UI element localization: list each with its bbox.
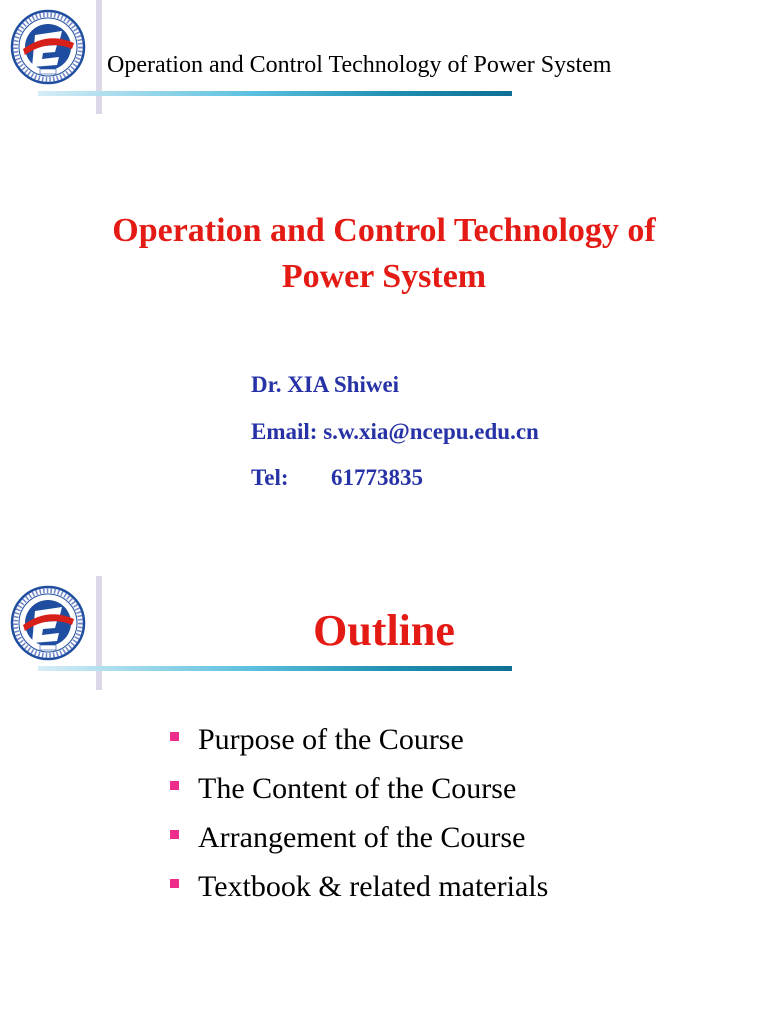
tel-number: 61773835 [331,465,423,490]
bullet-square-icon [170,732,179,741]
list-item-text: Arrangement of the Course [198,821,526,854]
list-item-text: The Content of the Course [198,772,517,805]
header-title: Operation and Control Technology of Power System [107,52,612,78]
list-item-text: Textbook & related materials [198,870,549,903]
outline-slide [0,512,768,1024]
university-logo [10,9,86,85]
author-email: Email: s.w.xia@ncepu.edu.cn [251,419,539,444]
bullet-square-icon [170,781,179,790]
bullet-square-icon [170,879,179,888]
list-item-text: Purpose of the Course [198,723,464,756]
bullet-square-icon [170,830,179,839]
header-vertical-rule [96,0,102,114]
tel-label: Tel: [251,465,289,490]
slide-title-line-2: Power System [281,258,487,295]
outline-title: Outline [313,606,455,655]
author-tel [251,465,423,491]
author-name: Dr. XIA Shiwei [251,372,400,397]
header-horizontal-rule [38,91,512,96]
header-horizontal-rule [38,666,512,671]
slide-title [0,208,768,300]
slide-title-line-1: Operation and Control Technology of [112,212,656,249]
